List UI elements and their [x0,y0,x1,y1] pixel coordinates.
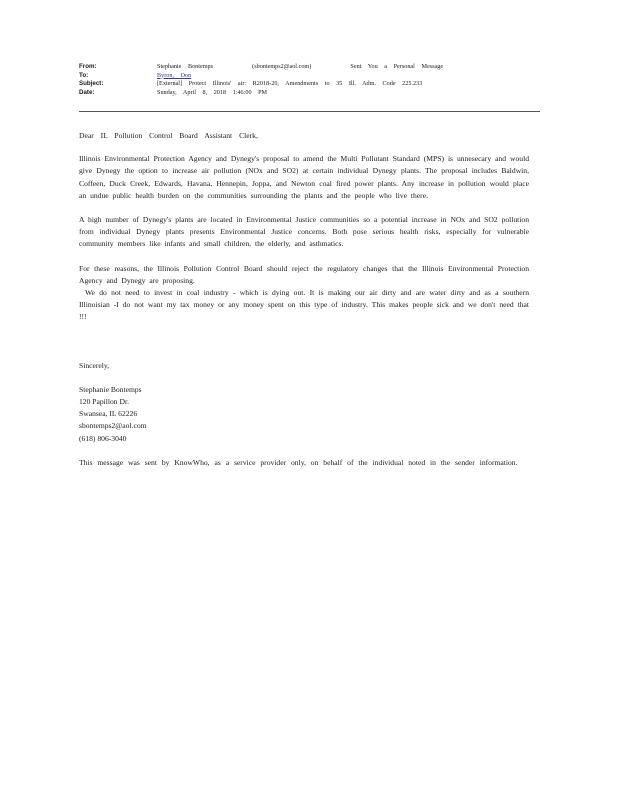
date-value: Sunday, April 8, 2018 1:46:00 PM [157,88,268,96]
letter-body [79,130,529,469]
to-label: To: [79,71,89,79]
from-action: Sent You a Personal Message [350,63,444,70]
signature-email: sbontemps2@aol.com [79,421,147,431]
to-recipient-link[interactable]: Byron, Don [157,71,192,79]
signature-name: Stephanie Bontemps [79,384,142,394]
signature-phone: (618) 806-3040 [79,433,127,443]
subject-value: [External] Protect Illinois' air: R2018-20, Amendments to 35 Ill. Adm. Code 225.233 [157,80,423,88]
from-label: From: [79,63,97,70]
paragraph-4: We do not need to invest in coal industry - which is dying out. It is making our air dirty and are water dirty and as a southern Illinoisian -I do not want my tax money or any money spent on this type of industry. This makes people sick and we don't need that !!! [79,288,529,322]
email-header [79,63,541,97]
from-name: Stephanie Bontemps [157,63,214,70]
closing: Sincerely, [79,360,110,370]
date-label: Date: [79,88,95,96]
from-email: (sbontemps2@aol.com) [252,63,312,70]
paragraph-2: A high number of Dynegy's plants are located in Environmental Justice communities so a potential increase in NOx and SO2 pollution from individual Dynegy plants presents Environmental Justice concerns. Both pose serious health risks, especially for vulnerable community members like infants and small children, the elderly, and asthmatics. [79,215,529,249]
signature-city: Swansea, IL 62226 [79,409,138,419]
paragraph-3: For these reasons, the Illinois Pollution Control Board should reject the regulatory changes that the Illinois Environmental Protection Agency and Dynegy are proposing. [79,263,529,285]
date-row [79,89,541,98]
header-divider [79,111,540,112]
signature-block [79,384,529,445]
subject-label: Subject: [79,80,104,88]
paragraph-1: Illinois Environmental Protection Agency and Dynegy's proposal to amend the Multi Pollutant Standard (MPS) is unnesecary and would give Dynegy the option to increase air pollution (NOx and SO2) at certain individual Dynegy plants. The proposal includes Baldwin, Coffeen, Duck Creek, Edwards, Havana, Hennepin, Joppa, and Newton coal fired power plants. Any increase in pollution would place an undue public health burden on the communities surrounding the plants and the people who live there. [79,154,529,200]
signature-street: 120 Papillon Dr. [79,397,129,407]
from-row [79,63,541,72]
salutation: Dear IL Pollution Control Board Assistant Clerk, [79,131,258,140]
to-row [79,72,541,81]
footer-note: This message was sent by KnowWho, as a service provider only, on behalf of the individual noted in the sender information. [79,457,518,467]
subject-row [79,80,541,89]
